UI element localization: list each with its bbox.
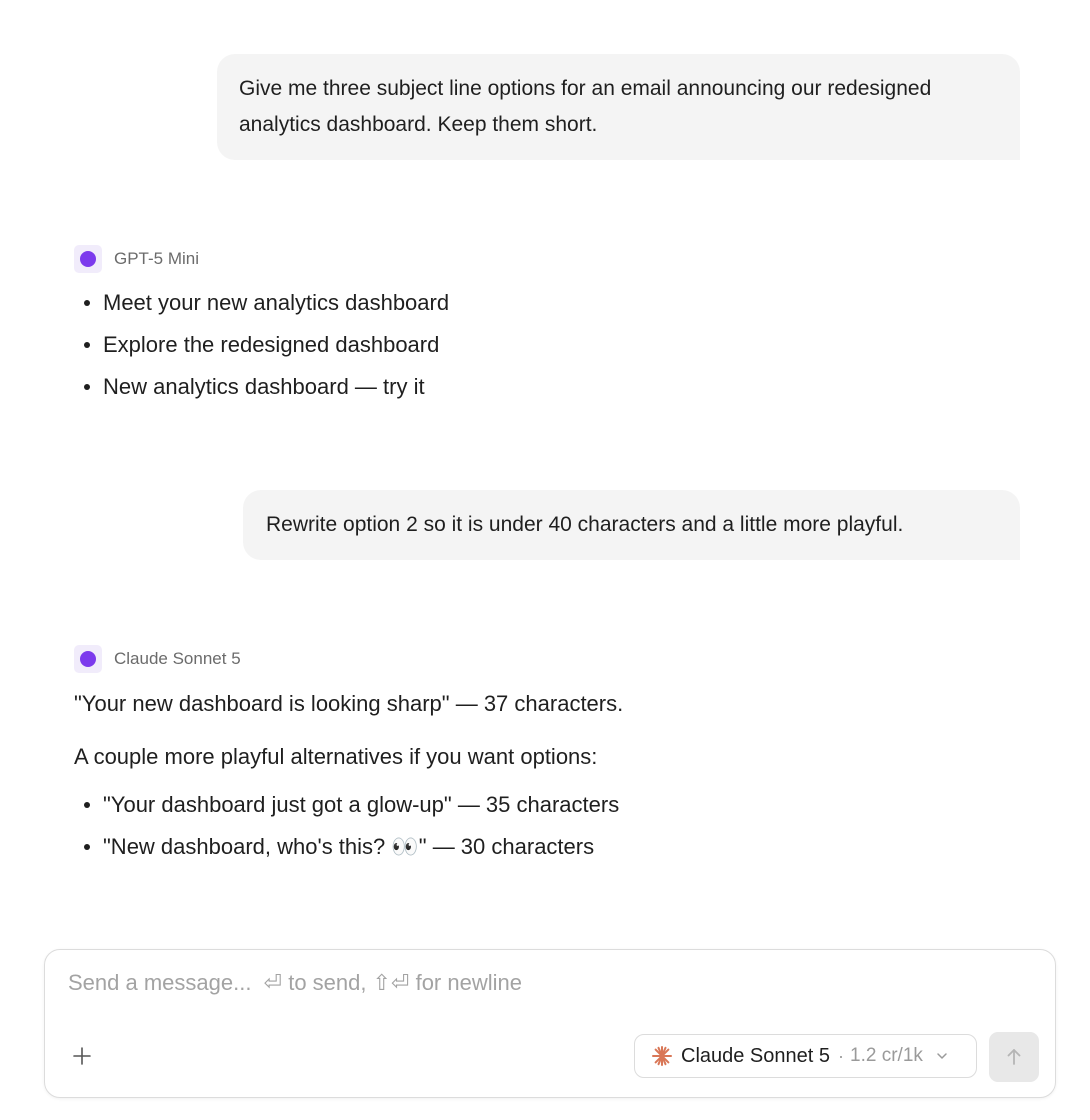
model-dot-icon [80, 651, 96, 667]
assistant-message [74, 645, 1024, 868]
model-selector[interactable] [634, 1034, 977, 1078]
list-item: "New dashboard, who's this? 👀" — 30 characters [74, 826, 1024, 868]
user-message [243, 490, 1020, 560]
response-paragraph: "Your new dashboard is looking sharp" — 37 characters. [74, 691, 624, 716]
model-selector-price: 1.2 cr/1k [850, 1045, 923, 1066]
plus-icon [73, 1047, 91, 1065]
message-input[interactable] [68, 970, 988, 996]
chevron-down-icon [935, 1049, 949, 1063]
model-name: GPT-5 Mini [114, 249, 200, 268]
model-header [74, 245, 1024, 273]
model-badge-icon [74, 245, 102, 273]
response-list [74, 282, 1024, 408]
model-selector-name: Claude Sonnet 5 [681, 1044, 831, 1067]
send-button[interactable] [989, 1032, 1039, 1082]
attach-button[interactable] [69, 1043, 95, 1069]
list-item: "Your dashboard just got a glow-up" — 35 characters [74, 784, 1024, 826]
list-item: Meet your new analytics dashboard [74, 282, 1024, 324]
claude-starburst-icon [651, 1045, 673, 1067]
user-message-text: Give me three subject line options for an email announcing our redesigned analytics dashboard. Keep them short. [239, 77, 932, 136]
list-item: Explore the redesigned dashboard [74, 324, 1024, 366]
model-header [74, 645, 1024, 673]
model-selector-separator: · [838, 1045, 845, 1066]
model-badge-icon [74, 645, 102, 673]
arrow-up-icon [1004, 1047, 1024, 1067]
user-message [217, 54, 1020, 160]
model-name: Claude Sonnet 5 [114, 649, 241, 668]
response-paragraph: A couple more playful alternatives if you want options: [74, 744, 598, 769]
list-item: New analytics dashboard — try it [74, 366, 1024, 408]
model-dot-icon [80, 251, 96, 267]
assistant-message [74, 245, 1024, 408]
message-composer [44, 949, 1056, 1098]
user-message-text: Rewrite option 2 so it is under 40 characters and a little more playful. [266, 513, 904, 536]
response-list [74, 784, 1024, 868]
